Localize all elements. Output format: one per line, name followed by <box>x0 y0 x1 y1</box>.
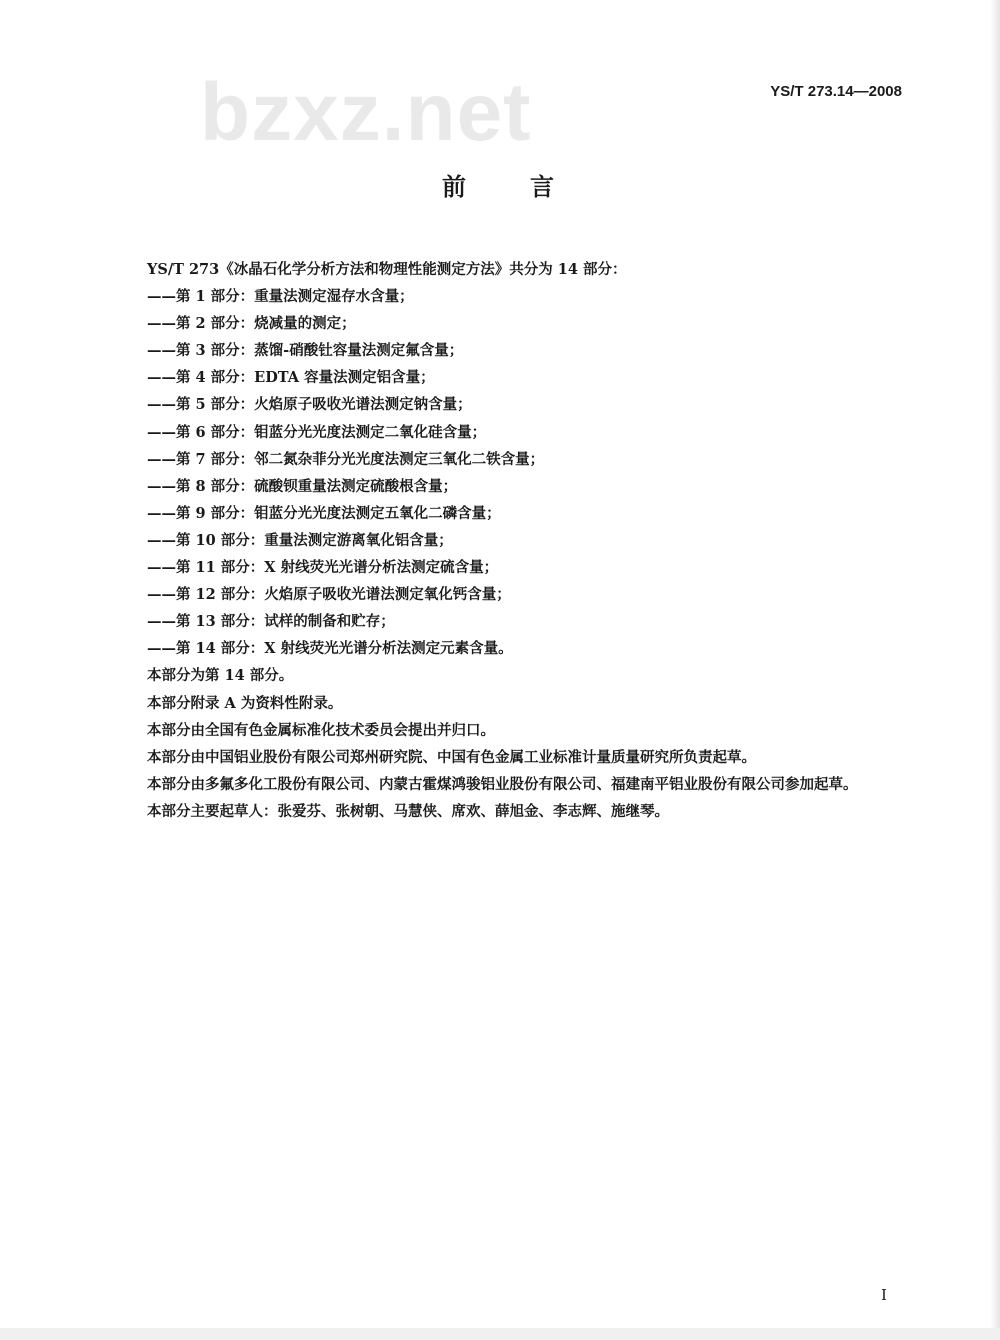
list-item: ——第 3 部分：蒸馏-硝酸钍容量法测定氟含量； <box>147 342 464 360</box>
list-item: ——第 9 部分：钼蓝分光光度法测定五氧化二磷含量； <box>147 504 501 522</box>
list-item: ——第 11 部分：X 射线荧光光谱分析法测定硫含量； <box>147 559 499 577</box>
paragraph: 本部分为第 14 部分。 <box>147 667 294 685</box>
list-item: ——第 7 部分：邻二氮杂菲分光光度法测定三氧化二铁含量； <box>147 450 545 468</box>
paragraph: 本部分主要起草人：张爱芬、张树朝、马慧侠、席欢、薛旭金、李志辉、施继琴。 <box>147 802 669 820</box>
list-item: ——第 12 部分：火焰原子吸收光谱法测定氧化钙含量； <box>147 586 511 604</box>
list-item: ——第 10 部分：重量法测定游离氧化铝含量； <box>147 531 453 549</box>
list-item: ——第 4 部分：EDTA 容量法测定铝含量； <box>147 369 435 387</box>
list-item: ——第 8 部分：硫酸钡重量法测定硫酸根含量； <box>147 477 458 495</box>
paragraph: 本部分由全国有色金属标准化技术委员会提出并归口。 <box>147 721 495 739</box>
intro-paragraph: YS/T 273《冰晶石化学分析方法和物理性能测定方法》共分为 14 部分： <box>147 261 627 278</box>
paragraph: 本部分附录 A 为资料性附录。 <box>147 694 343 712</box>
list-item: ——第 5 部分：火焰原子吸收光谱法测定钠含量； <box>147 396 472 414</box>
list-item: ——第 6 部分：钼蓝分光光度法测定二氧化硅含量； <box>147 423 487 441</box>
watermark: bzxz.net <box>200 67 532 158</box>
list-item: ——第 1 部分：重量法测定湿存水含量； <box>147 288 414 306</box>
list-item: ——第 2 部分：烧减量的测定； <box>147 315 356 333</box>
page-title: 前 言 <box>442 172 574 201</box>
paragraph: 本部分由中国铝业股份有限公司郑州研究院、中国有色金属工业标准计量质量研究所负责起草。 <box>147 748 756 766</box>
standard-number: YS/T 273.14—2008 <box>770 83 902 100</box>
page-bottom-edge <box>0 1328 1000 1340</box>
page-number: I <box>881 1286 887 1304</box>
paragraph: 本部分由多氟多化工股份有限公司、内蒙古霍煤鸿骏铝业股份有限公司、福建南平铝业股份有限公司参加起草。 <box>147 775 858 793</box>
paragraphs <box>113 662 903 825</box>
list-item: ——第 13 部分：试样的制备和贮存； <box>147 613 395 631</box>
list-item: ——第 14 部分：X 射线荧光光谱分析法测定元素含量。 <box>147 640 513 658</box>
document-body <box>113 256 903 825</box>
parts-list <box>113 283 903 662</box>
